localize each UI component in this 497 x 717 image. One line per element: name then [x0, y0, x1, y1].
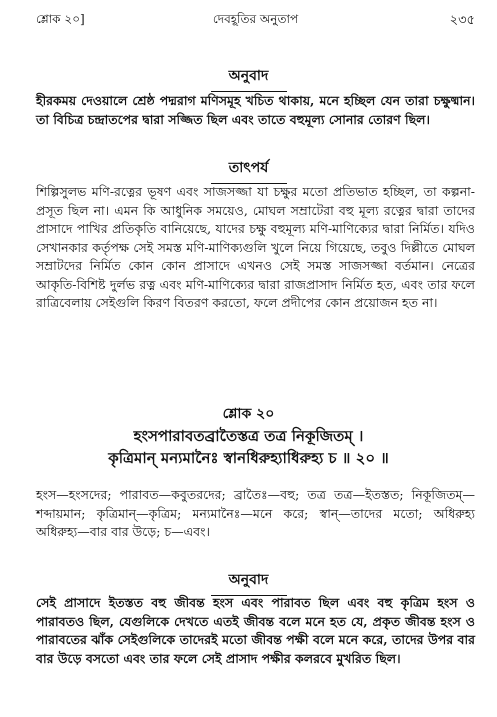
translation2-paragraph: সেই প্রাসাদে ইতস্তত বহু জীবন্ত হংস এবং পারাবত ছিল এবং বহু কৃত্রিম হংস ও পারাবতও ছিল, যেগুলিকে দেখতে এতই জীবন্ত বলে মনে হত যে, প্রকৃত জীবন্ত হংস ও পারাবতের ঝাঁক সেইগুলিকে তাদেরই মতো জীবন্ত পক্ষী বলে মনে করে, তাদের উপর বার বার উড়ে বসতো এবং তার ফলে সেই প্রাসাদ পক্ষীর কলরবে মুখরিত ছিল।	[36, 595, 475, 666]
translation-heading-block	[0, 64, 497, 92]
running-head	[36, 12, 475, 30]
verse-block	[0, 403, 497, 469]
verse-title: শ্লোক ২০	[222, 406, 275, 422]
purport-paragraph: শিল্পিসুলভ মণি-রত্নের ভূষণ এবং সাজসজ্জা যা চক্ষুর মতো প্রতিভাত হচ্ছিল, তা কল্পনা-প্রসূত ছিল না। এমন কি আধুনিক সময়েও, মোঘল সম্রাটেরা বহু মূল্য রত্নের দ্বারা তাদের প্রাসাদে পাখির প্রতিকৃতি বানিয়েছে, যাদের চক্ষু বহুমূল্য মণি-মাণিক্যের দ্বারা নির্মিত। যদিও সেখানকার কর্তৃপক্ষ সেই সমস্ত মণি-মাণিক্যগুলি খুলে নিয়ে গিয়েছে, তবুও দিল্লীতে মোঘল সম্রাটদের নির্মিত কোন কোন প্রাসাদে এখনও সেই সমস্ত সাজসজ্জা বর্তমান। নেত্রের আকৃতি-বিশিষ্ট দুর্লভ রত্ন এবং মণি-মাণিক্যের দ্বারা রাজপ্রাসাদ নির্মিত হত, এবং তার ফলে রাত্রিবেলায় সেইগুলি কিরণ বিতরণ করতো, ফলে প্রদীপের কোন প্রয়োজন হত না।	[36, 184, 475, 310]
synonyms-paragraph: হংস—হংসদের; পারাবত—কবুতরদের; ব্রাতৈঃ—বহু; তত্র তত্র—ইতস্তত; নিকূজিতম্—শব্দায়মান; কৃত্রিমান্—কৃত্রিম; মন্যমানৈঃ—মনে করে; স্বান্—তাদের মতো; অধিরুহ্য অধিরুহ্য—বার বার উড়ে; চ—এবং।	[36, 487, 475, 539]
translation-paragraph: হীরকময় দেওয়ালে শ্রেষ্ঠ পদ্মরাগ মণিসমূহ খচিত থাকায়, মনে হচ্ছিল যেন তারা চক্ষুষ্মান। তা বিচিত্র চন্দ্রাতপের দ্বারা সজ্জিত ছিল এবং তাতে বহুমূল্য সোনার তোরণ ছিল।	[36, 93, 475, 127]
page-number: ২৩৫	[449, 12, 475, 28]
verse-line-1: হংসপারাবতব্রাতৈস্তত্র তত্র নিকূজিতম্ ।	[133, 427, 364, 445]
translation2-heading: অনুবাদ	[228, 572, 269, 588]
purport-heading: তাৎপর্য	[228, 160, 269, 176]
translation2-heading-block	[0, 568, 497, 596]
running-head-chapter-title: দেবহূতির অনুতাপ	[212, 12, 299, 26]
verse-line-2: কৃত্রিমান্ মন্যমানৈঃ স্বানধিরুহ্যাধিরুহ্য চ ॥ ২০ ॥	[108, 449, 389, 467]
translation-heading: অনুবাদ	[228, 68, 269, 84]
purport-heading-block	[0, 156, 497, 184]
running-head-verse-ref: শ্লোক ২০]	[36, 12, 85, 26]
